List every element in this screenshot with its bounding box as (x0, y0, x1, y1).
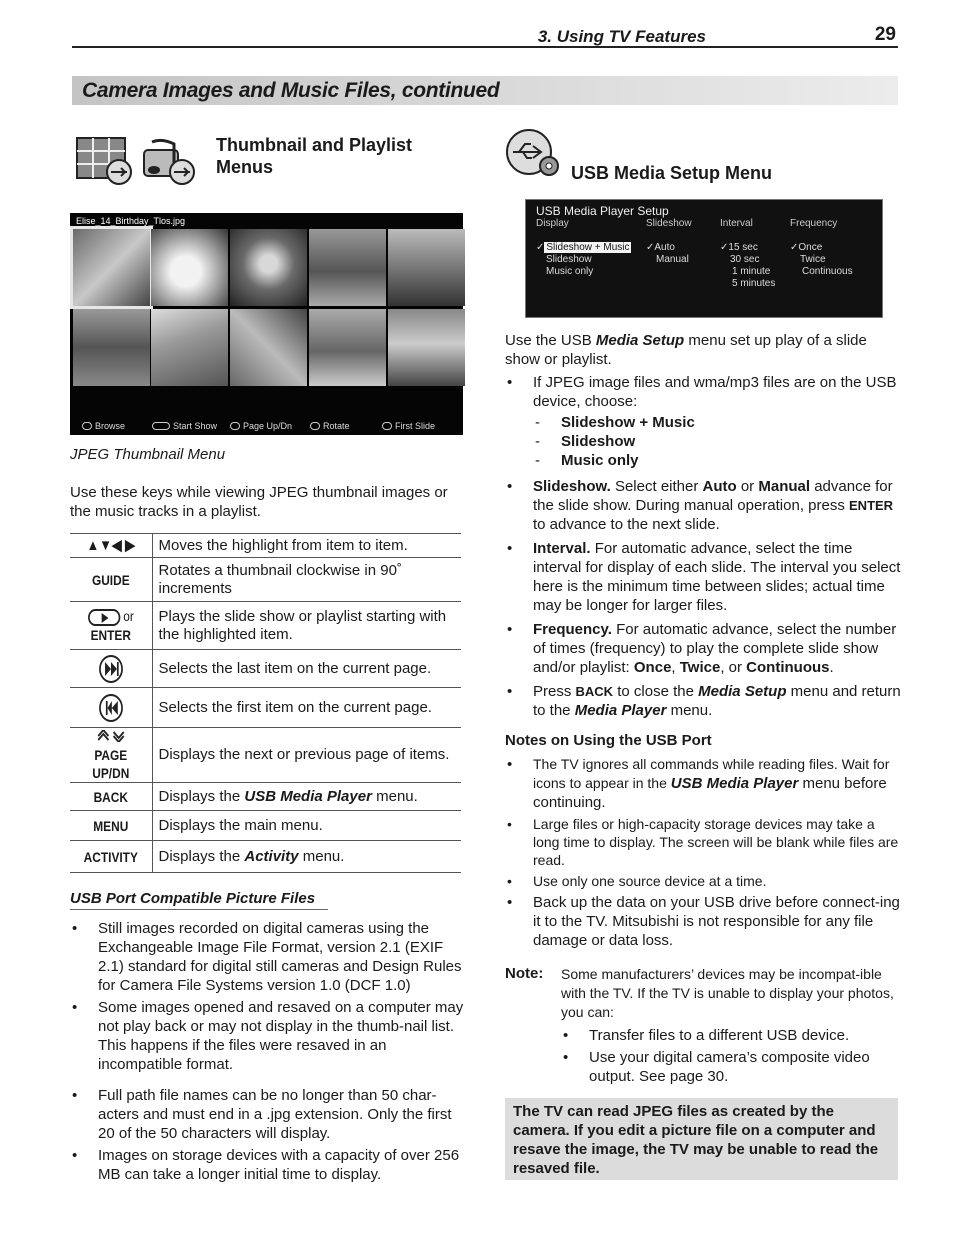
keys-intro: Use these keys while viewing JPEG thumbnail images or the music tracks in a playlist. (70, 484, 448, 520)
table-row (70, 650, 461, 688)
option-music-only[interactable]: Music only (546, 266, 594, 277)
key-desc: Displays the main menu. (152, 811, 461, 841)
compat-list (70, 919, 465, 1187)
list-item: • Images on storage devices with a capacity of over 256 MB can take a longer initial time to display. (70, 1146, 465, 1184)
list-item: • Transfer files to a different USB device. (561, 1026, 881, 1045)
thumbnail-tile[interactable] (151, 309, 228, 386)
table-row (70, 558, 461, 602)
skip-back-icon (99, 694, 123, 722)
note-text: Some manufacturers’ devices may be incompat-ible with the TV. If the TV is unable to display your photos, you can: • Transfer files to a different USB device. • Use your digital camera’s composite video output. See page 30. (561, 965, 901, 1089)
page-number: 29 (874, 24, 896, 45)
play-icon (152, 422, 170, 430)
usb-setup-heading: USB Media Setup Menu (571, 163, 773, 183)
key-desc: Selects the first item on the current page. (152, 688, 461, 728)
compat-heading: USB Port Compatible Picture Files (70, 890, 328, 910)
browse-icon (82, 422, 92, 430)
skip-forward-icon (99, 655, 123, 683)
option-manual[interactable]: Manual (656, 254, 689, 265)
note-items (561, 1026, 881, 1086)
key-play-enter: or ENTER (76, 602, 146, 650)
list-item: • Slideshow. Select either Auto or Manual advance for the slide show. During manual operation, press ENTER to advance to the next slide. (505, 477, 903, 534)
key-arrows: ▲▼◀ ▶ (76, 534, 146, 558)
col-interval: Interval ✓15 sec 30 sec 1 minute 5 minutes (720, 218, 776, 289)
key-menu: MENU (76, 811, 146, 841)
usb-bullets (505, 373, 903, 723)
thumbnail-tile[interactable] (151, 229, 228, 306)
col-frequency: Frequency ✓Once Twice Continuous (790, 218, 853, 277)
legend-first-slide: First Slide (382, 421, 435, 431)
thumbnail-tile-selected[interactable] (73, 229, 150, 306)
option-30sec[interactable]: 30 sec (730, 254, 760, 265)
page-header (72, 24, 898, 48)
option-continuous[interactable]: Continuous (802, 266, 853, 277)
page-chevrons-icon (96, 730, 125, 742)
key-activity: ACTIVITY (76, 841, 146, 873)
section-title: 3. Using TV Features (537, 27, 706, 46)
table-row (70, 728, 461, 783)
list-item: • Use only one source device at a time. (505, 872, 903, 890)
callout-box: The TV can read JPEG files as created by the camera. If you edit a picture file on a computer and resave the image, the TV may be unable to read the resaved file. (505, 1098, 898, 1180)
key-back: BACK (76, 783, 146, 811)
option-twice[interactable]: Twice (800, 254, 826, 265)
table-row (70, 688, 461, 728)
banner-title: Camera Images and Music Files, continued (82, 79, 500, 102)
key-desc: Selects the last item on the current page. (152, 650, 461, 688)
legend-start-show: Start Show (152, 421, 217, 431)
key-skip-forward (76, 650, 146, 688)
display-options: - Slideshow + Music - Slideshow - Music only (533, 413, 903, 470)
usb-intro: Use the USB Media Setup menu set up play of a slide show or playlist. (505, 332, 867, 368)
thumb-caption: JPEG Thumbnail Menu (70, 446, 226, 463)
usb-media-setup-screen (525, 199, 883, 318)
thumb-filename: Elise_14_Birthday_Tlos.jpg (76, 216, 186, 226)
list-item: • Still images recorded on digital cameras using the Exchangeable Image File Format, version 2.1 (EXIF 2.1) standard for digital still cameras and Design Rules for Camera File Systems version 1.0 (DCF 1.0) (70, 919, 465, 995)
list-item: • Use your digital camera’s composite video output. See page 30. (561, 1048, 881, 1086)
table-row (70, 811, 461, 841)
option-slideshow-music[interactable]: ✓ Slideshow + Music (536, 242, 630, 253)
jpeg-thumbnail-screen (70, 213, 463, 435)
thumbnail-tile[interactable] (309, 309, 386, 386)
key-desc: Displays the Activity menu. (152, 841, 461, 873)
list-item: • Back up the data on your USB drive before connect-ing it to the TV. Mitsubishi is not responsible for any file damage or data loss. (505, 893, 903, 950)
list-item: • Press BACK to close the Media Setup menu and return to the Media Player menu. (505, 682, 903, 720)
option-5min[interactable]: 5 minutes (732, 278, 776, 289)
thumbnail-tile[interactable] (388, 229, 465, 306)
keys-table (70, 533, 461, 873)
legend-rotate: Rotate (310, 421, 350, 431)
list-item: • Full path file names can be no longer than 50 char-acters and must end in a .jpg extension. Only the first 20 of the 50 characters will display. (70, 1086, 465, 1143)
list-item: • Some images opened and resaved on a computer may not play back or may not display in the thumb-nail list. This happens if the files were resaved in an incompatible format. (70, 998, 465, 1074)
play-button-icon (88, 609, 120, 626)
playlist-music-icon (140, 136, 198, 190)
thumbnail-tile[interactable] (230, 309, 307, 386)
list-item: • If JPEG image files and wma/mp3 files are on the USB device, choose: - Slideshow + Music - Slideshow - Music only (505, 373, 903, 470)
legend-page: Page Up/Dn (230, 421, 292, 431)
thumbnail-playlist-heading: Thumbnail and Playlist Menus (216, 135, 413, 177)
thumbnail-tile[interactable] (388, 309, 465, 386)
thumbnail-grid-icon (75, 136, 133, 190)
legend-browse: Browse (82, 421, 125, 431)
key-skip-back (76, 688, 146, 728)
option-auto[interactable]: ✓Auto (646, 242, 675, 253)
col-slideshow: Slideshow ✓Auto Manual (646, 218, 692, 265)
list-item: • Frequency. For automatic advance, select the number of times (frequency) to play the complete slide show and/or playlist: Once, Twice, or Continuous. (505, 620, 903, 677)
notes-heading: Notes on Using the USB Port (505, 732, 712, 749)
table-row (70, 841, 461, 873)
key-desc: Plays the slide show or playlist starting with the highlighted item. (152, 602, 461, 650)
usb-setup-icon (503, 128, 565, 184)
notes-list (505, 755, 903, 953)
list-item: • The TV ignores all commands while reading files. Wait for icons to appear in the USB Media Player menu before continuing. (505, 755, 903, 812)
rotate-icon (310, 422, 320, 430)
key-desc: Displays the USB Media Player menu. (152, 783, 461, 811)
note-label: Note: (505, 965, 544, 982)
table-row (70, 534, 461, 558)
key-desc: Displays the next or previous page of items. (152, 728, 461, 783)
thumbnail-tile[interactable] (230, 229, 307, 306)
thumbnail-tile[interactable] (309, 229, 386, 306)
option-15sec[interactable]: ✓15 sec (720, 242, 758, 253)
table-row (70, 783, 461, 811)
list-item: • Interval. For automatic advance, select the time interval for display of each slide. The interval you select here is the minimum time between slides; actual time may be longer for larger files. (505, 539, 903, 615)
option-slideshow[interactable]: Slideshow (546, 254, 592, 265)
key-page-updn: PAGE UP/DN (76, 728, 146, 783)
option-once[interactable]: ✓Once (790, 242, 823, 253)
key-desc: Rotates a thumbnail clockwise in 90˚ increments (152, 558, 461, 602)
table-row (70, 602, 461, 650)
option-1min[interactable]: 1 minute (732, 266, 771, 277)
col-display: Display ✓ Slideshow + Music Slideshow Music only (536, 218, 630, 277)
usb-box-title: USB Media Player Setup (536, 204, 669, 218)
key-desc: Moves the highlight from item to item. (152, 534, 461, 558)
list-item: • Large files or high-capacity storage devices may take a long time to display. The screen will be blank while files are read. (505, 815, 903, 869)
thumbnail-tile[interactable] (73, 309, 150, 386)
first-slide-icon (382, 422, 392, 430)
thumb-legend (70, 419, 463, 433)
section-banner (72, 76, 898, 105)
key-guide: GUIDE (76, 558, 146, 602)
page-icon (230, 422, 240, 430)
